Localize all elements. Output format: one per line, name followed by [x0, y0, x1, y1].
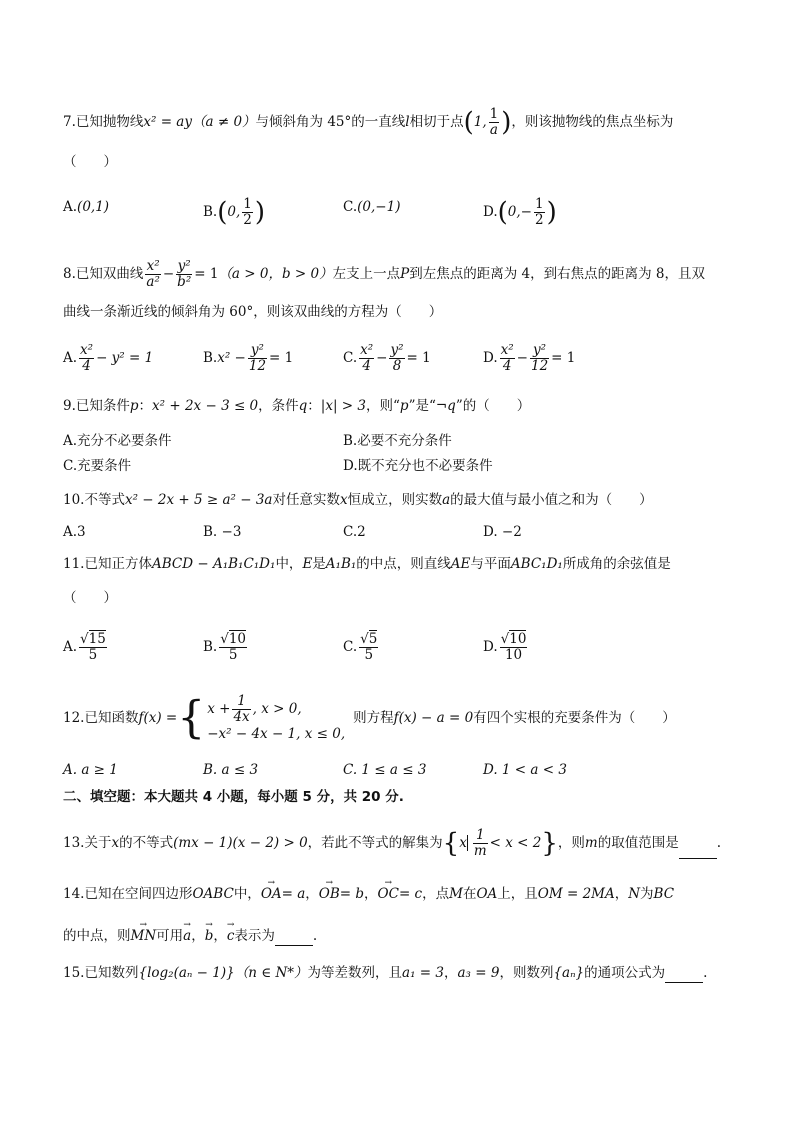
q7-point-den: a: [489, 122, 498, 138]
q14-oa: OA: [476, 886, 498, 902]
q11-option-c[interactable]: [343, 632, 380, 663]
q9-colon: ：: [138, 398, 153, 414]
q12-text: 12.已知函数: [63, 710, 139, 726]
option-label: C.: [343, 199, 358, 215]
q8-minus: −: [162, 266, 175, 282]
q13-text: ，则: [557, 835, 585, 851]
q15-end: .: [703, 965, 708, 981]
q13-text: ，若此不等式的解集为: [307, 835, 443, 851]
q12-case1-fraction: [232, 694, 250, 725]
frac-den: 4: [502, 358, 512, 374]
q11-text: 的中点，则直线: [356, 556, 451, 572]
option-fraction: [79, 343, 94, 374]
option-label: A.: [63, 639, 78, 655]
q11-e: E: [302, 556, 313, 572]
frac-num: 1: [243, 196, 252, 212]
q15-text: 的通项公式为: [584, 965, 666, 981]
q14-text: 在: [462, 886, 477, 902]
frac-den: 2: [535, 212, 544, 228]
q9-p: p: [399, 398, 409, 414]
option-fraction: $\frac{√5}{5}$: [360, 631, 378, 663]
q14-answer-blank[interactable]: [275, 931, 313, 946]
q10-option-d[interactable]: D. −2: [483, 524, 522, 540]
q11-text: 与平面: [470, 556, 511, 572]
q14-text: 上，且: [497, 886, 538, 902]
q15-text: 为等差数列，且: [307, 965, 403, 981]
q10-text: 10.不等式: [63, 492, 125, 508]
q8-stem-line2: 曲线一条渐近线的倾斜角为 60°，则该双曲线的方程为（ ）: [63, 304, 443, 320]
q9-expr-q: |x| > 3: [320, 398, 366, 414]
option-label: B.: [203, 639, 218, 655]
frac-num: x²: [500, 342, 514, 358]
q7-text: 与倾斜角为 45°的一直线: [255, 114, 406, 130]
q14-m: M: [449, 886, 463, 902]
frac-den: 12: [530, 358, 549, 374]
frac-num: 1: [232, 694, 250, 710]
option-value: (0,1): [77, 199, 110, 215]
frac-den: b²: [177, 274, 192, 290]
q10-a: a: [442, 492, 451, 508]
q13-set-x: x: [459, 835, 467, 851]
frac-den: 2: [243, 212, 252, 228]
q9-option-b[interactable]: B.必要不充分条件: [343, 433, 452, 449]
q9-p: p: [129, 398, 139, 414]
q14-quadrilateral: OABC: [192, 886, 234, 902]
q11-text: 所成角的余弦值是: [562, 556, 671, 572]
frac-num: x²: [80, 342, 94, 358]
q12-text: 则方程: [353, 710, 394, 726]
option-label: A.: [63, 199, 78, 215]
frac-num: y²: [177, 258, 191, 274]
option-fraction: [500, 343, 515, 374]
frac-den: 4: [362, 358, 371, 374]
frac-den: m: [473, 843, 487, 859]
q10-text: 的最大值与最小值之和为（ ）: [450, 492, 653, 508]
q10-option-b[interactable]: B. −3: [203, 524, 242, 540]
option-value: x² −: [217, 350, 246, 366]
q11-line-ae: AE: [450, 556, 471, 572]
q10-option-c[interactable]: C.2: [343, 524, 366, 540]
option-fraction: [530, 343, 549, 374]
q14-text: ，点: [422, 886, 450, 902]
q8-text: 到左焦点的距离为 4，到右焦点的距离为 8，且双: [409, 266, 705, 282]
q8-option-a[interactable]: [63, 343, 153, 374]
q13-x: x: [111, 835, 120, 851]
frac-den: 8: [392, 358, 402, 374]
q10-x: x: [339, 492, 348, 508]
q15-text: 15.已知数列: [63, 965, 139, 981]
q9-not-q: ¬q: [435, 398, 456, 414]
q13-set-rest: < x < 2: [489, 835, 542, 851]
q13-text: 的取值范围是: [597, 835, 679, 851]
q11-cube: ABCD − A₁B₁C₁D₁: [151, 556, 276, 572]
option-label: A.: [63, 350, 78, 366]
q14-eq-c: = c: [398, 886, 423, 902]
q14-n: N: [628, 886, 641, 902]
q14-text: 表示为: [234, 928, 275, 944]
q11-plane: ABC₁D₁: [510, 556, 563, 572]
q8-point-p: P: [400, 266, 410, 282]
q12-option-c[interactable]: C. 1 ≤ a ≤ 3: [343, 762, 427, 778]
q11-text: 11.已知正方体: [63, 556, 152, 572]
q12-option-b[interactable]: B. a ≤ 3: [203, 762, 259, 778]
q10-text: 对任意实数: [272, 492, 340, 508]
option-value: = 1: [269, 350, 294, 366]
q15-sequence: {log₂(aₙ − 1)}: [138, 965, 235, 981]
q7-answer-paren: （ ）: [63, 154, 117, 170]
q14-text: 14.已知在空间四边形: [63, 886, 193, 902]
frac-num: 1: [535, 196, 544, 212]
q9-colon: ：: [307, 398, 321, 414]
q14-vector-oc: → OC: [378, 884, 399, 904]
q14-text: ，: [614, 886, 629, 902]
q13-text: 13.关于: [63, 835, 112, 851]
option-label: C.: [343, 350, 358, 366]
q11-option-b[interactable]: [203, 632, 249, 663]
q14-eq-a: = a: [281, 886, 306, 902]
question-8-stem: [63, 259, 705, 290]
q7-parabola-equation: x² = ay: [143, 114, 192, 130]
option-fraction: [359, 343, 374, 374]
q12-option-a[interactable]: A. a ≥ 1: [63, 762, 118, 778]
frac-num: y²: [390, 342, 404, 358]
q7-option-b[interactable]: B.(0, $\frac{1}{2}$ ): [203, 196, 266, 228]
option-value: (0,−1): [357, 199, 401, 215]
q12-option-d[interactable]: D. 1 < a < 3: [483, 762, 567, 778]
option-fraction: [242, 197, 253, 228]
q9-option-c[interactable]: C.充要条件: [63, 458, 132, 474]
q14-vector-ob: → OB: [319, 884, 340, 904]
sqrt-radicand: 10: [509, 631, 527, 647]
option-fraction: $\frac{√10}{10}$: [500, 631, 527, 663]
frac-den: 4: [82, 358, 91, 374]
q11-option-d[interactable]: [483, 632, 529, 663]
q8-text: 左支上一点: [332, 266, 401, 282]
frac-den: 12: [248, 358, 267, 374]
q14-text: 中，: [233, 886, 261, 902]
q9-text: ”的（ ）: [455, 398, 531, 414]
sqrt-radicand: 15: [88, 631, 106, 647]
option-value: 0,: [227, 204, 241, 220]
frac-num: x²: [146, 258, 160, 274]
q11-segment: A₁B₁: [325, 556, 357, 572]
q15-comma: ，: [444, 965, 458, 981]
q14-text: 可用: [156, 928, 184, 944]
option-fraction: $\frac{√10}{5}$: [220, 631, 247, 663]
frac-num: x²: [360, 342, 374, 358]
q14-stem-line2: 的中点，则→ MN可用→ a，→ b，→ c表示为 .: [63, 926, 317, 946]
q8-text: 8.已知双曲线: [63, 266, 144, 282]
q11-text: 中，: [275, 556, 303, 572]
q13-set-fraction: [473, 828, 488, 859]
question-12-stem: 12.已知函数f(x) ={ x + $\frac{1}{4x}$ , x > 0, −x² − 4x − 1, x ≤ 0,则方程f(x) − a = 0有四个实根的充要条件为（ ）: [63, 692, 676, 744]
q7-option-c[interactable]: [343, 197, 400, 217]
q13-end: .: [716, 835, 721, 851]
q12-case1: x +: [207, 701, 231, 717]
q15-a3: a₃ = 9: [457, 965, 500, 981]
q7-text: 7.已知抛物线: [63, 114, 144, 130]
option-label: B.: [203, 350, 218, 366]
q12-function: f(x) =: [138, 710, 178, 726]
q14-text: 为: [640, 886, 654, 902]
sqrt-radicand: 10: [228, 631, 247, 647]
q14-vec-a: → a: [183, 926, 191, 946]
q8-option-d[interactable]: D. $\frac{\text{x²}}{4}$ − $\frac{\text{y²}}{12}$ = 1: [483, 342, 576, 374]
question-14-stem: 14.已知在空间四边形OABC中，→ OA= a，→ OB= b，→ OC= c，点M在OA上，且OM = 2MA，N为BC: [63, 884, 674, 904]
question-13-stem: 13.关于x的不等式(mx − 1)(x − 2) > 0，若此不等式的解集为{x $\frac{1}{m}$ < x < 2}，则m的取值范围是 .: [63, 827, 721, 859]
question-15-stem: [63, 963, 707, 983]
q7-condition: （a ≠ 0）: [192, 114, 256, 130]
q7-option-d[interactable]: D.(0,− $\frac{1}{2}$ ): [483, 196, 557, 228]
q9-expr-p: x² + 2x − 3 ≤ 0: [152, 398, 259, 414]
section-2-heading: 二、填空题：本大题共 4 小题，每小题 5 分，共 20 分.: [63, 789, 404, 805]
q11-answer-paren: （ ）: [63, 590, 117, 606]
q7-text: 相切于点: [409, 114, 464, 130]
question-9-stem: [63, 396, 530, 416]
q11-option-a[interactable]: [63, 632, 109, 663]
question-11-stem: [63, 554, 671, 574]
q13-inequality: (mx − 1)(x − 2) > 0: [173, 835, 308, 851]
q12-piecewise: [205, 694, 347, 743]
frac-num: y²: [530, 343, 549, 359]
question-10-stem: [63, 490, 653, 510]
q7-point-num: 1: [489, 106, 499, 122]
option-value: 0,−: [507, 204, 532, 220]
frac-den: 5: [364, 647, 374, 663]
frac-den: 5: [228, 647, 238, 663]
q14-vector-oa: → OA: [261, 884, 282, 904]
q14-text: 的中点，则: [63, 928, 131, 944]
option-fraction: [389, 343, 404, 374]
q7-point-fraction: [489, 107, 500, 138]
q14-vec-b: → b: [205, 926, 214, 946]
frac-den: 5: [88, 647, 98, 663]
q8-condition: （a > 0，b > 0）: [218, 266, 333, 282]
q15-condition: （n ∈ N*）: [234, 965, 308, 981]
q13-answer-blank[interactable]: [679, 844, 717, 859]
q14-vec-c: → c: [227, 926, 235, 946]
q9-option-a[interactable]: A.充分不必要条件: [63, 433, 172, 449]
q12-text: 有四个实根的充要条件为（ ）: [473, 710, 676, 726]
q9-text: ，条件: [258, 398, 299, 414]
q11-text: 是: [312, 556, 326, 572]
q9-text: ，则“: [366, 398, 400, 414]
q12-case2: −x² − 4x − 1, x ≤ 0,: [207, 726, 346, 742]
q9-text: 9.已知条件: [63, 398, 130, 414]
q10-option-a[interactable]: A.3: [63, 524, 86, 540]
sqrt-radicand: 5: [368, 631, 378, 647]
q15-answer-blank[interactable]: [665, 968, 703, 983]
q10-text: 恒成立，则实数: [347, 492, 443, 508]
q10-inequality: x² − 2x + 5 ≥ a² − 3a: [124, 492, 273, 508]
q9-text: ”是“: [408, 398, 436, 414]
q7-line-l: l: [405, 114, 410, 130]
q8-eq: = 1: [194, 266, 219, 282]
q8-option-c[interactable]: C. $\frac{\text{x²}}{4}$ − $\frac{\text{y²}}{8}$ = 1: [343, 342, 431, 374]
frac-den: 10: [504, 647, 523, 663]
q12-case1-cond: , x > 0,: [252, 701, 302, 717]
q14-end: .: [312, 928, 318, 944]
q15-an: {aₙ}: [553, 965, 585, 981]
frac-num: 1: [473, 828, 488, 844]
q14-eq-b: = b: [339, 886, 365, 902]
q7-text: ，则该抛物线的焦点坐标为: [511, 114, 674, 130]
q15-text: ，则数列: [499, 965, 554, 981]
q14-vector-mn: → MN: [131, 926, 157, 946]
q13-text: 的不等式: [119, 835, 174, 851]
option-label: D.: [483, 639, 498, 655]
q7-point-x: 1,: [473, 114, 487, 130]
q9-option-d[interactable]: D.既不充分也不必要条件: [343, 458, 493, 474]
option-label: D.: [483, 350, 498, 366]
q15-a1: a₁ = 3: [402, 965, 444, 981]
q7-option-a[interactable]: [63, 197, 109, 217]
option-label: B.: [203, 204, 218, 220]
q14-bc: BC: [653, 886, 675, 902]
option-value: = 1: [406, 350, 431, 366]
question-7-stem: 7.已知抛物线x² = ay（a ≠ 0）与倾斜角为 45°的一直线l相切于点(1, $\frac{1}{a}$ )，则该抛物线的焦点坐标为: [63, 106, 674, 138]
q12-equation: f(x) − a = 0: [393, 710, 474, 726]
option-fraction: $\frac{√15}{5}$: [80, 631, 106, 663]
option-value: − y² = 1: [96, 350, 154, 366]
option-fraction: [534, 197, 545, 228]
q8-fraction-2: [176, 259, 192, 290]
frac-num: y²: [248, 343, 267, 359]
q8-fraction-1: [145, 259, 160, 290]
option-fraction: [248, 343, 267, 374]
frac-den: 4x: [233, 709, 250, 725]
q13-m: m: [584, 835, 598, 851]
option-label: C.: [343, 639, 358, 655]
option-value: = 1: [551, 350, 576, 366]
q8-option-b[interactable]: [203, 343, 293, 374]
q9-q: q: [298, 398, 308, 414]
option-label: D.: [483, 204, 498, 220]
q14-om-eq: OM = 2MA: [537, 886, 615, 902]
frac-den: a²: [146, 274, 160, 290]
